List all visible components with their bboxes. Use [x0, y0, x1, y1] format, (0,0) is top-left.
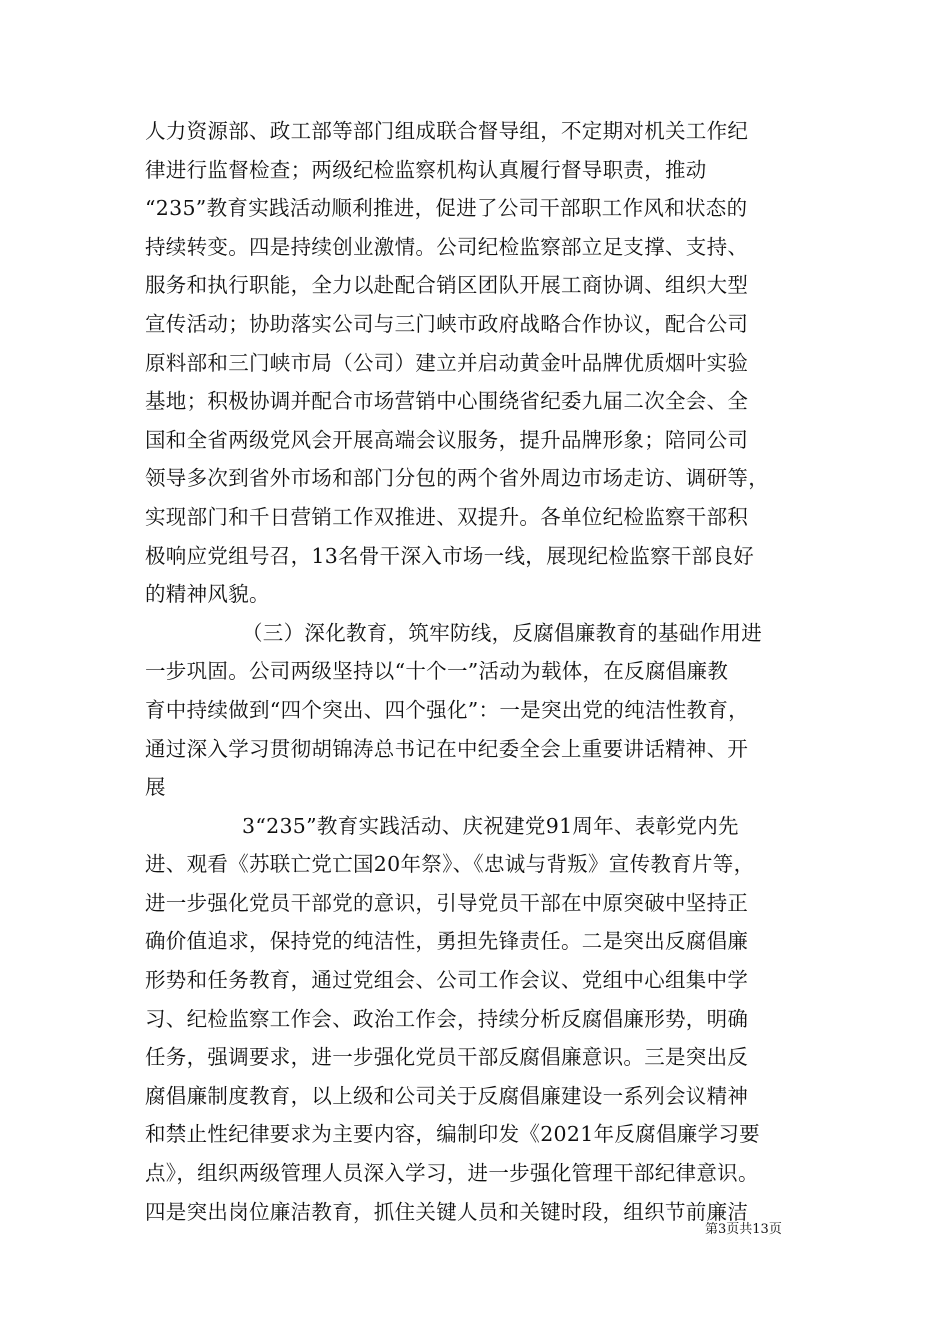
text-line: 确价值追求，保持党的纯洁性，勇担先锋责任。二是突出反腐倡廉	[145, 929, 749, 954]
text-line: 一步巩固。公司两级坚持以“十个一”活动为载体，在反腐倡廉教	[145, 659, 729, 684]
text-line: 基地；积极协调并配合市场营销中心围绕省纪委九届二次全会、全	[145, 389, 749, 414]
page-number-footer: 第3页共13页	[705, 1222, 782, 1237]
text-line: 国和全省两级党风会开展高端会议服务，提升品牌形象；陪同公司	[145, 427, 749, 452]
text-line: 通过深入学习贯彻胡锦涛总书记在中纪委全会上重要讲话精神、开	[145, 736, 749, 761]
body-text	[145, 112, 810, 1231]
text-line: 进一步强化党员干部党的意识，引导党员干部在中原突破中坚持正	[145, 890, 749, 915]
text-line: “235”教育实践活动顺利推进，促进了公司干部职工作风和状态的	[145, 196, 748, 221]
text-line: 服务和执行职能，全力以赴配合销区团队开展工商协调、组织大型	[145, 273, 749, 298]
text-line: 3“235”教育实践活动、庆祝建党91周年、表彰党内先	[242, 813, 739, 838]
text-line: 律进行监督检查；两级纪检监察机构认真履行督导职责，推动	[145, 157, 707, 182]
text-line: 进、观看《苏联亡党亡国20年祭》、《忠诚与背叛》宣传教育片等，	[145, 852, 755, 877]
text-line: 育中持续做到“四个突出、四个强化”：一是突出党的纯洁性教育，	[145, 697, 749, 722]
text-line: 和禁止性纪律要求为主要内容，编制印发《2021年反腐倡廉学习要	[145, 1122, 760, 1147]
text-line: 领导多次到省外市场和部门分包的两个省外周边市场走访、调研等，	[145, 466, 769, 491]
text-line: 人力资源部、政工部等部门组成联合督导组，不定期对机关工作纪	[145, 119, 749, 143]
text-line: 习、纪检监察工作会、政治工作会，持续分析反腐倡廉形势，明确	[145, 1006, 749, 1031]
text-line: 四是突出岗位廉洁教育，抓住关键人员和关键时段，组织节前廉洁	[145, 1199, 749, 1224]
text-line: 极响应党组号召，13名骨干深入市场一线，展现纪检监察干部良好	[145, 543, 755, 568]
text-line: 任务，强调要求，进一步强化党员干部反腐倡廉意识。三是突出反	[145, 1045, 749, 1070]
text-line: 原料部和三门峡市局（公司）建立并启动黄金叶品牌优质烟叶实验	[145, 350, 749, 375]
text-line: 实现部门和千日营销工作双推进、双提升。各单位纪检监察干部积	[145, 504, 749, 529]
text-line: 的精神风貌。	[145, 582, 270, 607]
text-line: 形势和任务教育，通过党组会、公司工作会议、党组中心组集中学	[145, 968, 749, 993]
text-line: 点》，组织两级管理人员深入学习，进一步强化管理干部纪律意识。	[145, 1161, 759, 1186]
text-line: 持续转变。四是持续创业激情。公司纪检监察部立足支撑、支持、	[145, 234, 749, 259]
text-line: 宣传活动；协助落实公司与三门峡市政府战略合作协议，配合公司	[145, 311, 749, 336]
text-line: 腐倡廉制度教育，以上级和公司关于反腐倡廉建设一系列会议精神	[145, 1083, 749, 1108]
section-heading-line: （三）深化教育，筑牢防线，反腐倡廉教育的基础作用进	[242, 620, 762, 645]
text-line: 展	[145, 775, 166, 800]
